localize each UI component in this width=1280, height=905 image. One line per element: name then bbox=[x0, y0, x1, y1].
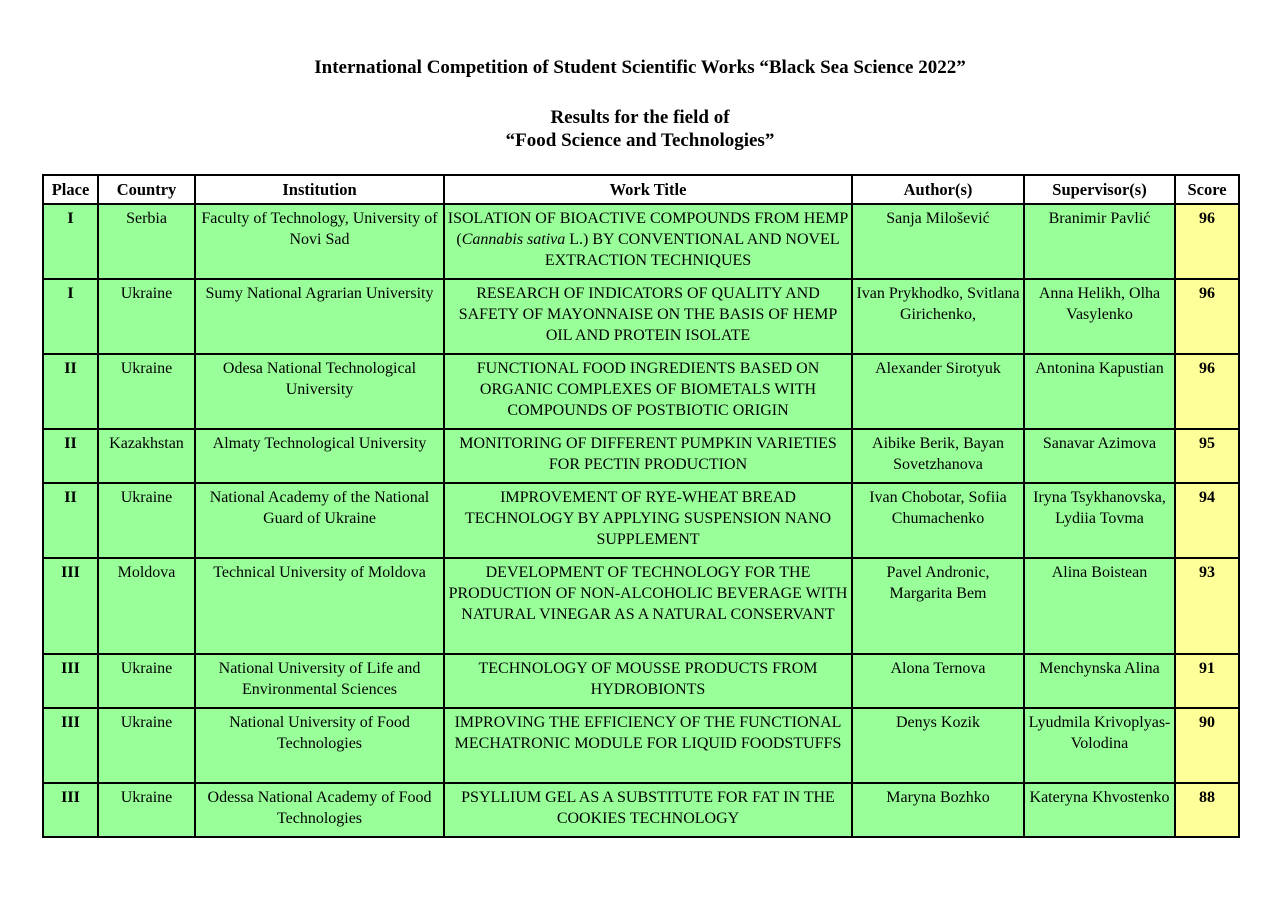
column-header-authors: Author(s) bbox=[852, 175, 1024, 204]
score-cell: 95 bbox=[1175, 429, 1239, 483]
column-header-country: Country bbox=[98, 175, 195, 204]
work-title-cell: IMPROVEMENT OF RYE-WHEAT BREAD TECHNOLOGY BY APPLYING SUSPENSION NANO SUPPLEMENT bbox=[444, 483, 852, 558]
work-title-cell: TECHNOLOGY OF MOUSSE PRODUCTS FROM HYDROBIONTS bbox=[444, 654, 852, 708]
supervisors-cell: Lyudmila Krivoplyas-Volodina bbox=[1024, 708, 1175, 783]
supervisors-cell: Kateryna Khvostenko bbox=[1024, 783, 1175, 837]
work-title-part: ISOLATION OF BIOACTIVE COMPOUNDS FROM HEMP ( bbox=[447, 210, 849, 248]
place-cell: II bbox=[43, 354, 98, 429]
authors-cell: Alexander Sirotyuk bbox=[852, 354, 1024, 429]
table-row bbox=[43, 429, 1239, 483]
work-title-part: L.) BY CONVENTIONAL AND NOVEL EXTRACTION TECHNIQUES bbox=[544, 231, 840, 269]
table-row bbox=[43, 204, 1239, 279]
country-cell: Ukraine bbox=[98, 783, 195, 837]
work-title-cell: DEVELOPMENT OF TECHNOLOGY FOR THE PRODUCTION OF NON-ALCOHOLIC BEVERAGE WITH NATURAL VINEGAR AS A NATURAL CONSERVANT bbox=[444, 558, 852, 654]
table-row bbox=[43, 483, 1239, 558]
country-cell: Ukraine bbox=[98, 708, 195, 783]
results-table bbox=[42, 174, 1240, 838]
work-title-cell bbox=[444, 204, 852, 279]
place-cell: II bbox=[43, 429, 98, 483]
score-cell: 88 bbox=[1175, 783, 1239, 837]
country-cell: Kazakhstan bbox=[98, 429, 195, 483]
authors-cell: Ivan Chobotar, Sofiia Chumachenko bbox=[852, 483, 1024, 558]
country-cell: Ukraine bbox=[98, 483, 195, 558]
institution-cell: Odesa National Technological University bbox=[195, 354, 444, 429]
country-cell: Ukraine bbox=[98, 279, 195, 354]
place-cell: I bbox=[43, 204, 98, 279]
field-name: “Food Science and Technologies” bbox=[505, 130, 775, 151]
table-row bbox=[43, 558, 1239, 654]
score-cell: 93 bbox=[1175, 558, 1239, 654]
authors-cell: Sanja Milošević bbox=[852, 204, 1024, 279]
column-header-work-title: Work Title bbox=[444, 175, 852, 204]
place-cell: III bbox=[43, 558, 98, 654]
work-title-cell: FUNCTIONAL FOOD INGREDIENTS BASED ON ORGANIC COMPLEXES OF BIOMETALS WITH COMPOUNDS OF POSTBIOTIC ORIGIN bbox=[444, 354, 852, 429]
supervisors-cell: Sanavar Azimova bbox=[1024, 429, 1175, 483]
score-cell: 96 bbox=[1175, 354, 1239, 429]
authors-cell: Ivan Prykhodko, Svitlana Girichenko, bbox=[852, 279, 1024, 354]
score-cell: 96 bbox=[1175, 279, 1239, 354]
place-cell: III bbox=[43, 783, 98, 837]
supervisors-cell: Iryna Tsykhanovska, Lydiia Tovma bbox=[1024, 483, 1175, 558]
work-title-cell: MONITORING OF DIFFERENT PUMPKIN VARIETIES FOR PECTIN PRODUCTION bbox=[444, 429, 852, 483]
country-cell: Ukraine bbox=[98, 654, 195, 708]
institution-cell: Odessa National Academy of Food Technologies bbox=[195, 783, 444, 837]
column-header-supervisors: Supervisor(s) bbox=[1024, 175, 1175, 204]
supervisors-cell: Menchynska Alina bbox=[1024, 654, 1175, 708]
species-name: Cannabis sativa bbox=[461, 231, 566, 248]
table-row bbox=[43, 654, 1239, 708]
institution-cell: Technical University of Moldova bbox=[195, 558, 444, 654]
institution-cell: Sumy National Agrarian University bbox=[195, 279, 444, 354]
table-row bbox=[43, 708, 1239, 783]
work-title-cell: PSYLLIUM GEL AS A SUBSTITUTE FOR FAT IN THE COOKIES TECHNOLOGY bbox=[444, 783, 852, 837]
authors-cell: Aibike Berik, Bayan Sovetzhanova bbox=[852, 429, 1024, 483]
authors-cell: Maryna Bozhko bbox=[852, 783, 1024, 837]
supervisors-cell: Antonina Kapustian bbox=[1024, 354, 1175, 429]
place-cell: II bbox=[43, 483, 98, 558]
score-cell: 91 bbox=[1175, 654, 1239, 708]
work-title-cell: RESEARCH OF INDICATORS OF QUALITY AND SAFETY OF MAYONNAISE ON THE BASIS OF HEMP OIL AND PROTEIN ISOLATE bbox=[444, 279, 852, 354]
institution-cell: Faculty of Technology, University of Novi Sad bbox=[195, 204, 444, 279]
country-cell: Moldova bbox=[98, 558, 195, 654]
institution-cell: National University of Life and Environmental Sciences bbox=[195, 654, 444, 708]
column-header-score: Score bbox=[1175, 175, 1239, 204]
work-title-cell: IMPROVING THE EFFICIENCY OF THE FUNCTIONAL MECHATRONIC MODULE FOR LIQUID FOODSTUFFS bbox=[444, 708, 852, 783]
institution-cell: Almaty Technological University bbox=[195, 429, 444, 483]
document-title: International Competition of Student Scientific Works “Black Sea Science 2022” bbox=[314, 57, 966, 78]
authors-cell: Denys Kozik bbox=[852, 708, 1024, 783]
supervisors-cell: Alina Boistean bbox=[1024, 558, 1175, 654]
table-header-row bbox=[43, 175, 1239, 204]
country-cell: Ukraine bbox=[98, 354, 195, 429]
column-header-place: Place bbox=[43, 175, 98, 204]
table-row bbox=[43, 354, 1239, 429]
country-cell: Serbia bbox=[98, 204, 195, 279]
authors-cell: Pavel Andronic, Margarita Bem bbox=[852, 558, 1024, 654]
place-cell: III bbox=[43, 708, 98, 783]
table-row bbox=[43, 279, 1239, 354]
place-cell: I bbox=[43, 279, 98, 354]
supervisors-cell: Anna Helikh, Olha Vasylenko bbox=[1024, 279, 1175, 354]
score-cell: 96 bbox=[1175, 204, 1239, 279]
institution-cell: National Academy of the National Guard of Ukraine bbox=[195, 483, 444, 558]
column-header-institution: Institution bbox=[195, 175, 444, 204]
supervisors-cell: Branimir Pavlić bbox=[1024, 204, 1175, 279]
results-subtitle: Results for the field of bbox=[550, 107, 730, 128]
authors-cell: Alona Ternova bbox=[852, 654, 1024, 708]
institution-cell: National University of Food Technologies bbox=[195, 708, 444, 783]
score-cell: 94 bbox=[1175, 483, 1239, 558]
score-cell: 90 bbox=[1175, 708, 1239, 783]
table-row bbox=[43, 783, 1239, 837]
place-cell: III bbox=[43, 654, 98, 708]
